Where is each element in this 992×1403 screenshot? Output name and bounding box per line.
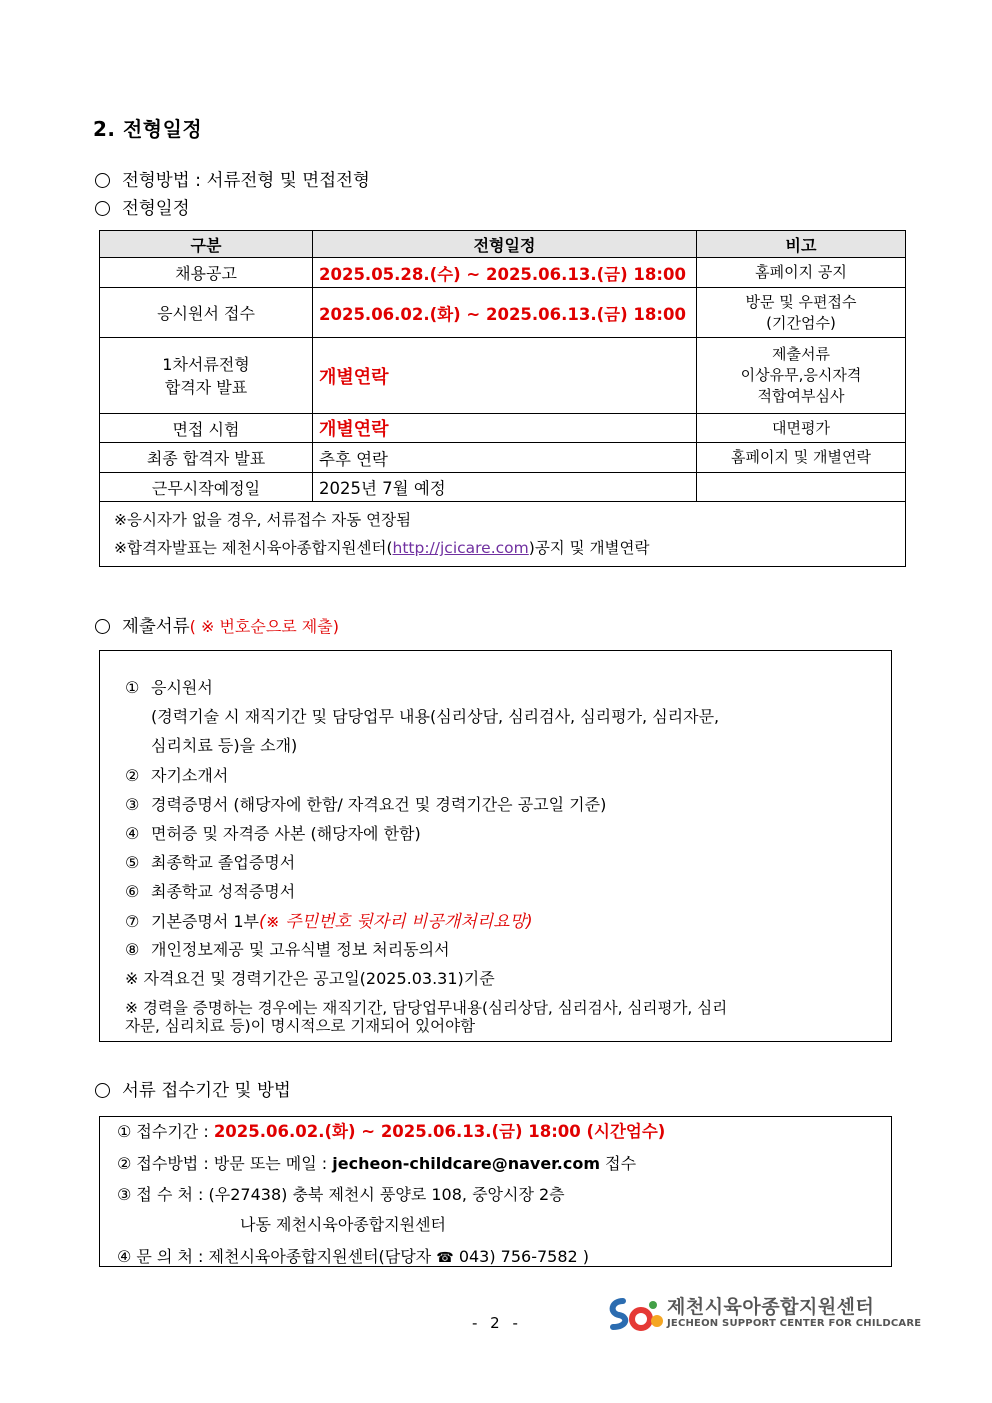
table-notes-row bbox=[100, 502, 906, 567]
website-link[interactable]: http://jcicare.com bbox=[392, 539, 529, 557]
row-note: 방문 및 우편접수 (기간엄수) bbox=[697, 288, 906, 338]
header-date: 전형일정 bbox=[313, 231, 697, 258]
header-note: 비고 bbox=[697, 231, 906, 258]
row-date: 2025.06.02.(화) ~ 2025.06.13.(금) 18:00 bbox=[313, 288, 697, 338]
row-category: 최종 합격자 발표 bbox=[100, 443, 313, 473]
schedule-table bbox=[99, 230, 906, 567]
list-item: ② 자기소개서 bbox=[125, 766, 229, 785]
submission-heading: 서류 접수기간 및 방법 bbox=[95, 1077, 291, 1102]
submission-box bbox=[99, 1116, 892, 1267]
circle-bullet-icon bbox=[95, 1083, 110, 1098]
table-row bbox=[100, 414, 906, 443]
page-number: - 2 - bbox=[472, 1314, 522, 1332]
table-row bbox=[100, 258, 906, 288]
list-item: (경력기술 시 재직기간 및 담당업무 내용(심리상담, 심리검사, 심리평가, 심리자문, bbox=[151, 707, 720, 726]
list-item: ⑤ 최종학교 졸업증명서 bbox=[125, 853, 296, 872]
documents-box bbox=[99, 650, 892, 1042]
row-note: 제출서류 이상유무,응시자격 적합여부심사 bbox=[697, 338, 906, 414]
submission-contact: ④ 문 의 처 : 제천시육아종합지원센터(담당자 ☎ 043) 756-7582 ) bbox=[117, 1247, 590, 1266]
documents-heading: 제출서류( ※ 번호순으로 제출) bbox=[95, 613, 339, 638]
row-date: 개별연락 bbox=[313, 414, 697, 443]
logo-subtitle: JECHEON SUPPORT CENTER FOR CHILDCARE bbox=[667, 1318, 922, 1329]
list-item: ⑧ 개인정보제공 및 고유식별 정보 처리동의서 bbox=[125, 940, 450, 959]
note-line: ※ 자격요건 및 경력기간은 공고일(2025.03.31)기준 bbox=[125, 969, 495, 988]
row-category: 응시원서 접수 bbox=[100, 288, 313, 338]
table-row bbox=[100, 338, 906, 414]
phone-icon: ☎ bbox=[436, 1250, 454, 1266]
list-item: ④ 면허증 및 자격증 사본 (해당자에 한함) bbox=[125, 824, 421, 843]
row-date: 2025.05.28.(수) ~ 2025.06.13.(금) 18:00 bbox=[313, 258, 697, 288]
table-row bbox=[100, 443, 906, 473]
note-line: 자문, 심리치료 등)이 명시적으로 기재되어 있어야함 bbox=[125, 1017, 476, 1035]
list-item: ⑦ 기본증명서 1부(※ 주민번호 뒷자리 비공개처리요망) bbox=[125, 912, 533, 932]
list-item: 심리치료 등)을 소개) bbox=[151, 736, 298, 755]
table-header-row bbox=[100, 231, 906, 258]
submission-address: ③ 접 수 처 : (우27438) 충북 제천시 풍양로 108, 중앙시장 2층 bbox=[117, 1185, 565, 1204]
header-category: 구분 bbox=[100, 231, 313, 258]
table-notes: ※응시자가 없을 경우, 서류접수 자동 연장됨 ※합격자발표는 제천시육아종합지원센터(http://jcicare.com)공지 및 개별연락 bbox=[100, 502, 906, 567]
submission-period: ① 접수기간 : 2025.06.02.(화) ~ 2025.06.13.(금) 18:00 (시간엄수) bbox=[117, 1122, 666, 1141]
circle-bullet-icon bbox=[95, 201, 110, 216]
list-item: ③ 경력증명서 (해당자에 한함/ 자격요건 및 경력기간은 공고일 기준) bbox=[125, 795, 607, 814]
bullet-method: 전형방법 : 서류전형 및 면접전형 bbox=[95, 167, 370, 192]
row-category: 면접 시험 bbox=[100, 414, 313, 443]
submission-address-line2: 나동 제천시육아종합지원센터 bbox=[240, 1215, 447, 1234]
row-note bbox=[697, 473, 906, 502]
submission-method: ② 접수방법 : 방문 또는 메일 : jecheon-childcare@naver.com 접수 bbox=[117, 1154, 637, 1173]
logo-title: 제천시육아종합지원센터 bbox=[667, 1296, 875, 1318]
row-category: 1차서류전형 합격자 발표 bbox=[100, 338, 313, 414]
circle-bullet-icon bbox=[95, 173, 110, 188]
row-note: 홈페이지 및 개별연락 bbox=[697, 443, 906, 473]
row-category: 채용공고 bbox=[100, 258, 313, 288]
circle-bullet-icon bbox=[95, 619, 110, 634]
section-title: 2. 전형일정 bbox=[93, 117, 203, 141]
row-date: 2025년 7월 예정 bbox=[313, 473, 697, 502]
row-note: 대면평가 bbox=[697, 414, 906, 443]
center-logo bbox=[605, 1291, 922, 1337]
logo-mark-icon bbox=[605, 1291, 665, 1337]
row-category: 근무시작예정일 bbox=[100, 473, 313, 502]
note-line: ※ 경력을 증명하는 경우에는 재직기간, 담당업무내용(심리상담, 심리검사, 심리평가, 심리 bbox=[125, 999, 728, 1017]
list-item: ① 응시원서 bbox=[125, 678, 213, 697]
row-date: 개별연락 bbox=[313, 338, 697, 414]
row-note: 홈페이지 공지 bbox=[697, 258, 906, 288]
bullet-schedule: 전형일정 bbox=[95, 195, 190, 220]
list-item: ⑥ 최종학교 성적증명서 bbox=[125, 882, 296, 901]
row-date: 추후 연락 bbox=[313, 443, 697, 473]
table-row bbox=[100, 288, 906, 338]
email-address[interactable]: jecheon-childcare@naver.com bbox=[332, 1154, 601, 1173]
table-row bbox=[100, 473, 906, 502]
